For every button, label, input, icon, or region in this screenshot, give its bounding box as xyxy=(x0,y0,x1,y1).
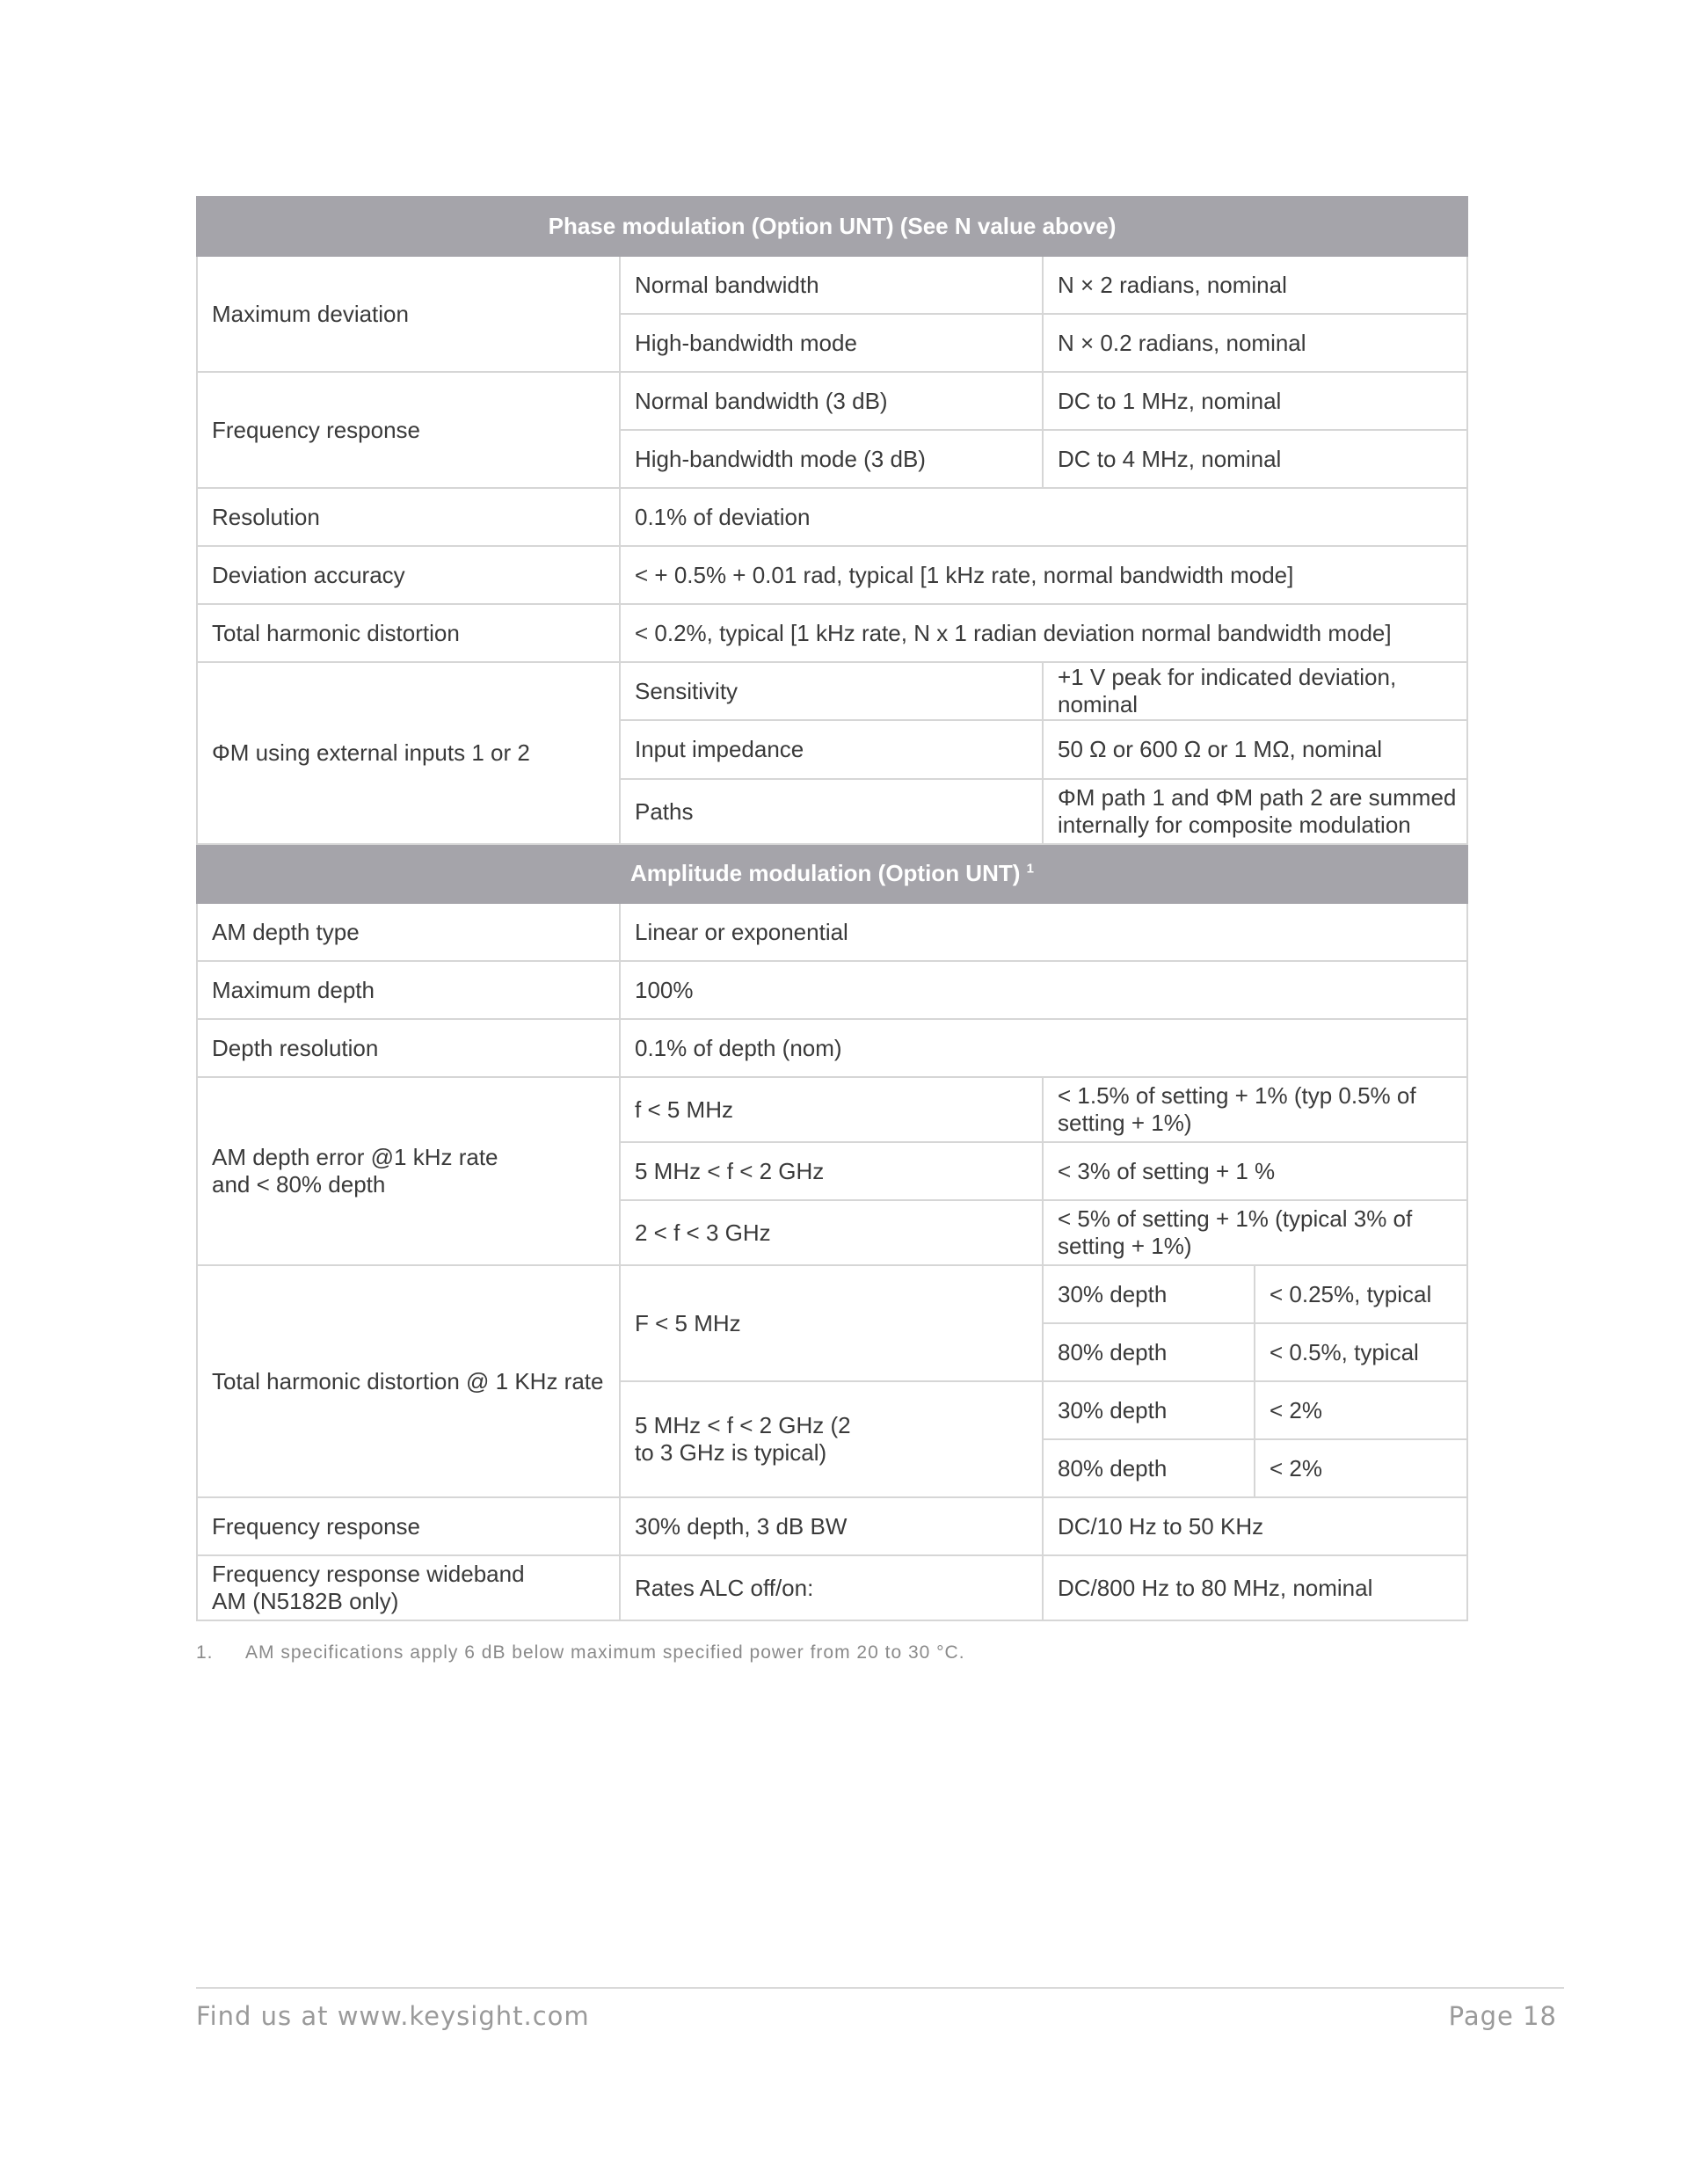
footnote-number: 1. xyxy=(196,1642,214,1663)
freq-normal-value: DC to 1 MHz, nominal xyxy=(1043,372,1467,430)
depth-resolution-label: Depth resolution xyxy=(197,1019,620,1077)
deviation-accuracy-label: Deviation accuracy xyxy=(197,546,620,604)
table-row xyxy=(197,961,1467,1019)
normal-bandwidth-value: N × 2 radians, nominal xyxy=(1043,256,1467,314)
table-row xyxy=(197,1077,1467,1142)
am-depth-error-label: AM depth error @1 kHz rate and < 80% depth xyxy=(197,1077,620,1265)
am-depth-error-value-3: < 5% of setting + 1% (typical 3% of setting + 1%) xyxy=(1043,1200,1467,1265)
am-depth-error-range-1: f < 5 MHz xyxy=(620,1077,1043,1142)
am-thd-b1-depth-80-value: < 0.5%, typical xyxy=(1255,1323,1467,1381)
am-depth-error-value-2: < 3% of setting + 1 % xyxy=(1043,1142,1467,1200)
am-thd-b1-depth-80: 80% depth xyxy=(1043,1323,1255,1381)
spec-table xyxy=(196,196,1468,1621)
table-row xyxy=(197,844,1467,903)
am-depth-type-label: AM depth type xyxy=(197,903,620,961)
table-row xyxy=(197,197,1467,256)
footnote xyxy=(196,1642,965,1663)
am-thd-b1-depth-30-value: < 0.25%, typical xyxy=(1255,1265,1467,1323)
table-row xyxy=(197,1265,1467,1323)
table-row xyxy=(197,604,1467,662)
table-row xyxy=(197,1497,1467,1555)
high-bandwidth-label: High-bandwidth mode xyxy=(620,314,1043,372)
am-freq-response-value: DC/10 Hz to 50 KHz xyxy=(1043,1497,1467,1555)
paths-label: Paths xyxy=(620,779,1043,844)
max-deviation-label: Maximum deviation xyxy=(197,256,620,372)
am-depth-error-range-2: 5 MHz < f < 2 GHz xyxy=(620,1142,1043,1200)
table-row xyxy=(197,1019,1467,1077)
am-header-footnote-ref: 1 xyxy=(1026,861,1034,877)
am-thd-label: Total harmonic distortion @ 1 KHz rate xyxy=(197,1265,620,1497)
impedance-value: 50 Ω or 600 Ω or 1 MΩ, nominal xyxy=(1043,720,1467,779)
depth-resolution-value: 0.1% of depth (nom) xyxy=(620,1019,1467,1077)
table-row xyxy=(197,256,1467,314)
am-depth-type-value: Linear or exponential xyxy=(620,903,1467,961)
table-row xyxy=(197,488,1467,546)
am-depth-error-value-1: < 1.5% of setting + 1% (typ 0.5% of setting + 1%) xyxy=(1043,1077,1467,1142)
normal-bandwidth-label: Normal bandwidth xyxy=(620,256,1043,314)
page-number: Page 18 xyxy=(1448,2001,1557,2031)
impedance-label: Input impedance xyxy=(620,720,1043,779)
table-row xyxy=(197,372,1467,430)
freq-high-value: DC to 4 MHz, nominal xyxy=(1043,430,1467,488)
thd-value: < 0.2%, typical [1 kHz rate, N x 1 radian deviation normal bandwidth mode] xyxy=(620,604,1467,662)
paths-value: ΦM path 1 and ΦM path 2 are summed internally for composite modulation xyxy=(1043,779,1467,844)
am-thd-b2-depth-30-value: < 2% xyxy=(1255,1381,1467,1439)
table-row xyxy=(197,662,1467,720)
footnote-text: AM specifications apply 6 dB below maximum specified power from 20 to 30 °C. xyxy=(245,1642,965,1663)
am-thd-band-1: F < 5 MHz xyxy=(620,1265,1043,1381)
pm-section-header: Phase modulation (Option UNT) (See N value above) xyxy=(197,197,1467,256)
am-thd-b2-depth-30: 30% depth xyxy=(1043,1381,1255,1439)
freq-normal-label: Normal bandwidth (3 dB) xyxy=(620,372,1043,430)
am-freq-response-condition: 30% depth, 3 dB BW xyxy=(620,1497,1043,1555)
max-depth-label: Maximum depth xyxy=(197,961,620,1019)
ext-inputs-label: ΦM using external inputs 1 or 2 xyxy=(197,662,620,844)
thd-label: Total harmonic distortion xyxy=(197,604,620,662)
deviation-accuracy-value: < + 0.5% + 0.01 rad, typical [1 kHz rate, normal bandwidth mode] xyxy=(620,546,1467,604)
max-depth-value: 100% xyxy=(620,961,1467,1019)
resolution-value: 0.1% of deviation xyxy=(620,488,1467,546)
am-freq-response-label: Frequency response xyxy=(197,1497,620,1555)
sensitivity-value: +1 V peak for indicated deviation, nominal xyxy=(1043,662,1467,720)
am-thd-band-2: 5 MHz < f < 2 GHz (2 to 3 GHz is typical) xyxy=(620,1381,1043,1497)
table-row xyxy=(197,903,1467,961)
am-thd-b2-depth-80-value: < 2% xyxy=(1255,1439,1467,1497)
table-row xyxy=(197,1555,1467,1620)
wideband-am-value: DC/800 Hz to 80 MHz, nominal xyxy=(1043,1555,1467,1620)
am-thd-b1-depth-30: 30% depth xyxy=(1043,1265,1255,1323)
footer-divider xyxy=(196,1987,1564,1989)
am-depth-error-range-3: 2 < f < 3 GHz xyxy=(620,1200,1043,1265)
footer-website-link[interactable]: Find us at www.keysight.com xyxy=(196,2001,590,2031)
wideband-am-condition: Rates ALC off/on: xyxy=(620,1555,1043,1620)
freq-response-label: Frequency response xyxy=(197,372,620,488)
sensitivity-label: Sensitivity xyxy=(620,662,1043,720)
am-thd-b2-depth-80: 80% depth xyxy=(1043,1439,1255,1497)
freq-high-label: High-bandwidth mode (3 dB) xyxy=(620,430,1043,488)
resolution-label: Resolution xyxy=(197,488,620,546)
table-row xyxy=(197,546,1467,604)
high-bandwidth-value: N × 0.2 radians, nominal xyxy=(1043,314,1467,372)
am-section-header xyxy=(197,844,1467,903)
am-header-text: Amplitude modulation (Option UNT) xyxy=(630,860,1021,886)
wideband-am-label: Frequency response wideband AM (N5182B only) xyxy=(197,1555,620,1620)
